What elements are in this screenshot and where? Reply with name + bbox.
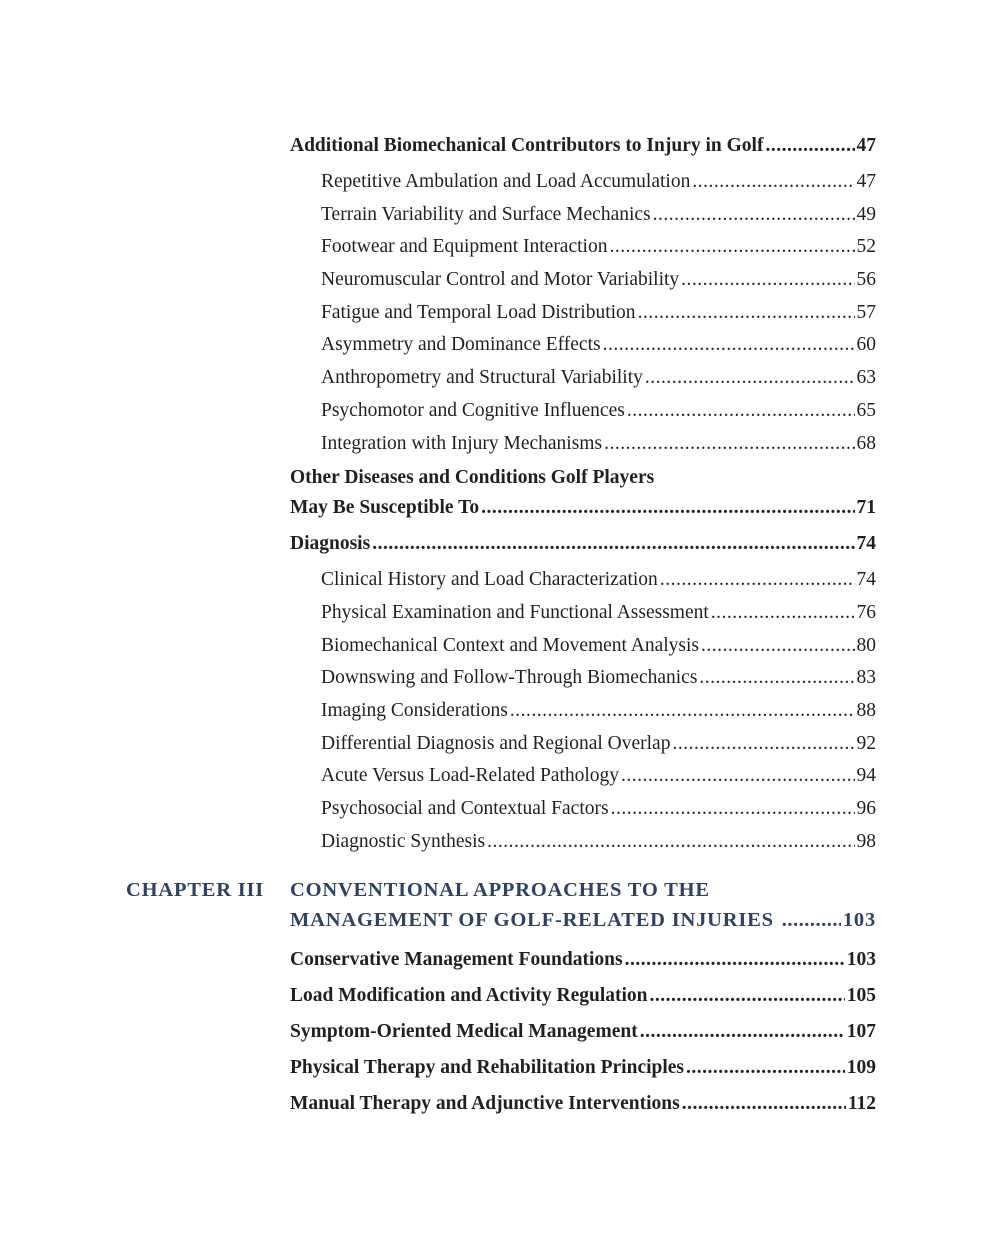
toc-entry[interactable] (290, 298, 876, 331)
chapter-page: 103 (842, 909, 876, 931)
dot-leader (653, 200, 855, 230)
entry-title: Fatigue and Temporal Load Distribution (321, 301, 636, 323)
entry-page: 71 (856, 497, 876, 519)
entry-page: 98 (856, 830, 876, 852)
entry-page: 92 (856, 732, 876, 754)
dot-leader (487, 827, 854, 857)
entry-title: Diagnosis (290, 533, 371, 555)
entry-title-line1: Other Diseases and Conditions Golf Players (290, 467, 655, 489)
table-of-contents (290, 131, 876, 859)
dot-leader (609, 232, 854, 262)
entry-title: Clinical History and Load Characterization (321, 569, 658, 591)
entry-page: 56 (856, 269, 876, 291)
toc-entry[interactable] (290, 396, 876, 429)
toc-entry[interactable] (290, 363, 876, 396)
entry-title: Diagnostic Synthesis (321, 830, 486, 852)
entry-page: 103 (846, 949, 876, 970)
toc-entry[interactable] (290, 330, 876, 363)
toc-entry[interactable] (290, 981, 876, 1017)
dot-leader (692, 167, 854, 197)
toc-entry[interactable] (290, 827, 876, 860)
section-list-diagnosis (290, 529, 876, 859)
toc-entry[interactable] (290, 945, 876, 981)
dot-leader (627, 396, 855, 426)
entry-title: Differential Diagnosis and Regional Overlap (321, 732, 671, 754)
toc-entry[interactable] (290, 1053, 876, 1089)
entry-title: Conservative Management Foundations (290, 949, 623, 970)
dot-leader (686, 1053, 845, 1083)
toc-entry[interactable] (290, 429, 876, 462)
entry-page: 68 (856, 432, 876, 454)
toc-entry[interactable] (290, 131, 876, 167)
dot-leader (681, 265, 854, 295)
entry-page: 83 (856, 667, 876, 689)
dot-leader (611, 794, 855, 824)
entry-page: 76 (856, 601, 876, 623)
entry-page: 112 (847, 1093, 876, 1114)
entry-page: 57 (856, 301, 876, 323)
dot-leader (625, 945, 845, 975)
chapter-label: CHAPTER III (126, 879, 265, 901)
entry-title: Additional Biomechanical Contributors to Injury in Golf (290, 135, 764, 156)
entry-title: Integration with Injury Mechanisms (321, 432, 603, 454)
entry-page: 107 (846, 1021, 876, 1042)
toc-entry-other-diseases[interactable] (290, 463, 876, 529)
entry-page: 65 (856, 399, 876, 421)
toc-entry[interactable] (290, 232, 876, 265)
entry-page: 47 (856, 135, 876, 156)
entry-title: Acute Versus Load-Related Pathology (321, 765, 620, 787)
entry-title: Manual Therapy and Adjunctive Interventions (290, 1093, 680, 1114)
dot-leader (621, 761, 854, 791)
dot-leader (699, 663, 854, 693)
entry-title: Terrain Variability and Surface Mechanics (321, 203, 651, 225)
dot-leader (481, 493, 854, 523)
toc-entry[interactable] (290, 761, 876, 794)
toc-entry[interactable] (290, 1089, 876, 1125)
dot-leader (765, 131, 854, 161)
toc-entry[interactable] (290, 663, 876, 696)
entry-title: Psychosocial and Contextual Factors (321, 798, 609, 819)
toc-entry[interactable] (290, 167, 876, 200)
entry-page: 96 (856, 798, 876, 819)
entry-title: Physical Examination and Functional Assessment (321, 601, 709, 623)
entry-page: 47 (856, 171, 876, 192)
dot-leader (638, 298, 855, 328)
chapter-section-list (290, 945, 876, 1125)
chapter-title-line2: MANAGEMENT OF GOLF-RELATED INJURIES (290, 909, 774, 931)
entry-title: Neuromuscular Control and Motor Variability (321, 269, 680, 291)
toc-entry[interactable] (290, 200, 876, 233)
dot-leader (682, 1089, 846, 1119)
entry-page: 63 (856, 367, 876, 389)
entry-title: Psychomotor and Cognitive Influences (321, 399, 625, 421)
entry-title: Imaging Considerations (321, 699, 508, 721)
toc-entry[interactable] (290, 598, 876, 631)
dot-leader (372, 529, 854, 559)
dot-leader (660, 565, 855, 595)
dot-leader (510, 696, 855, 726)
entry-page: 74 (856, 533, 876, 555)
toc-entry[interactable] (290, 631, 876, 664)
entry-page: 80 (856, 634, 876, 656)
toc-entry[interactable] (290, 696, 876, 729)
toc-entry[interactable] (290, 529, 876, 565)
toc-entry[interactable] (290, 794, 876, 827)
entry-page: 74 (856, 569, 876, 591)
dot-leader (701, 631, 854, 661)
entry-title: Physical Therapy and Rehabilitation Principles (290, 1057, 685, 1078)
entry-title: Anthropometry and Structural Variability (321, 367, 643, 389)
dot-leader (711, 598, 855, 628)
toc-entry[interactable] (290, 729, 876, 762)
section-list-biomechanical (290, 131, 876, 461)
entry-title-line2: May Be Susceptible To (290, 497, 480, 519)
entry-page: 49 (856, 203, 876, 225)
toc-entry[interactable] (290, 265, 876, 298)
dot-leader (645, 363, 855, 393)
entry-page: 109 (846, 1057, 876, 1078)
entry-page: 105 (846, 985, 876, 1006)
entry-title: Footwear and Equipment Interaction (321, 236, 608, 258)
entry-title: Symptom-Oriented Medical Management (290, 1021, 638, 1042)
entry-title: Load Modification and Activity Regulation (290, 985, 648, 1006)
entry-page: 88 (856, 699, 876, 721)
toc-entry[interactable] (290, 1017, 876, 1053)
entry-title: Repetitive Ambulation and Load Accumulation (321, 171, 691, 192)
dot-leader (640, 1017, 845, 1047)
dot-leader (782, 905, 841, 935)
entry-title: Biomechanical Context and Movement Analysis (321, 634, 700, 656)
dot-leader (672, 729, 854, 759)
entry-page: 94 (856, 765, 876, 787)
entry-page: 60 (856, 334, 876, 356)
entry-title: Asymmetry and Dominance Effects (321, 334, 601, 356)
toc-entry[interactable] (290, 565, 876, 598)
entry-title: Downswing and Follow-Through Biomechanics (321, 667, 698, 689)
chapter-title-line1: CONVENTIONAL APPROACHES TO THE (290, 879, 710, 901)
dot-leader (604, 429, 854, 459)
dot-leader (650, 981, 845, 1011)
dot-leader (603, 330, 855, 360)
entry-page: 52 (856, 236, 876, 258)
